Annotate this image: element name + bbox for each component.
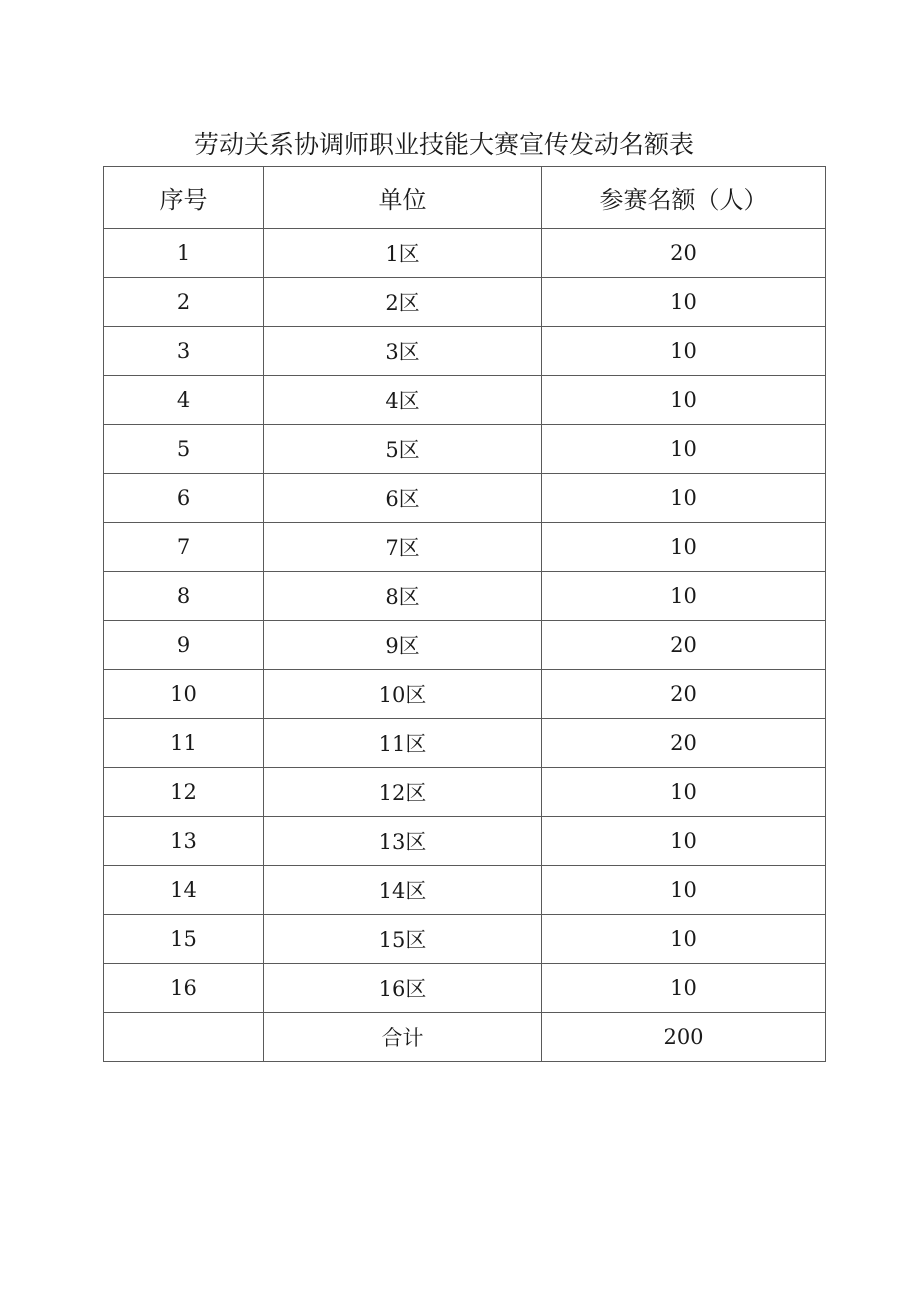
cell-index: 6 [104, 474, 264, 523]
table-row [104, 474, 826, 523]
total-label: 合计 [264, 1013, 542, 1062]
cell-quota: 20 [542, 621, 826, 670]
table-row [104, 327, 826, 376]
cell-quota: 10 [542, 474, 826, 523]
table-row [104, 719, 826, 768]
cell-unit: 6区 [264, 474, 542, 523]
table-row [104, 621, 826, 670]
cell-unit: 7区 [264, 523, 542, 572]
cell-unit: 11区 [264, 719, 542, 768]
cell-quota: 20 [542, 670, 826, 719]
document-title: 劳动关系协调师职业技能大赛宣传发动名额表 [193, 130, 694, 159]
cell-unit: 12区 [264, 768, 542, 817]
cell-quota: 10 [542, 572, 826, 621]
cell-unit: 4区 [264, 376, 542, 425]
cell-index: 12 [104, 768, 264, 817]
cell-index: 5 [104, 425, 264, 474]
cell-quota: 10 [542, 376, 826, 425]
cell-quota: 10 [542, 866, 826, 915]
cell-index: 16 [104, 964, 264, 1013]
header-quota: 参赛名额（人） [542, 167, 826, 229]
cell-index: 13 [104, 817, 264, 866]
cell-quota: 10 [542, 915, 826, 964]
cell-unit: 9区 [264, 621, 542, 670]
total-value: 200 [542, 1013, 826, 1062]
total-index [104, 1013, 264, 1062]
cell-index: 11 [104, 719, 264, 768]
table-row [104, 572, 826, 621]
cell-unit: 10区 [264, 670, 542, 719]
cell-unit: 14区 [264, 866, 542, 915]
cell-quota: 10 [542, 964, 826, 1013]
cell-unit: 1区 [264, 229, 542, 278]
table-row [104, 425, 826, 474]
cell-index: 15 [104, 915, 264, 964]
cell-index: 9 [104, 621, 264, 670]
table-row [104, 376, 826, 425]
cell-index: 7 [104, 523, 264, 572]
cell-unit: 15区 [264, 915, 542, 964]
table-total-row [104, 1013, 826, 1062]
cell-unit: 13区 [264, 817, 542, 866]
cell-index: 4 [104, 376, 264, 425]
quota-table [103, 166, 826, 1062]
cell-unit: 3区 [264, 327, 542, 376]
cell-unit: 16区 [264, 964, 542, 1013]
cell-index: 8 [104, 572, 264, 621]
table-row [104, 866, 826, 915]
header-index: 序号 [104, 167, 264, 229]
cell-index: 14 [104, 866, 264, 915]
table-row [104, 964, 826, 1013]
cell-unit: 8区 [264, 572, 542, 621]
table-row [104, 278, 826, 327]
cell-index: 10 [104, 670, 264, 719]
cell-quota: 20 [542, 229, 826, 278]
cell-quota: 10 [542, 425, 826, 474]
table-row [104, 768, 826, 817]
cell-quota: 20 [542, 719, 826, 768]
table-row [104, 817, 826, 866]
cell-quota: 10 [542, 278, 826, 327]
header-unit: 单位 [264, 167, 542, 229]
cell-index: 1 [104, 229, 264, 278]
cell-index: 3 [104, 327, 264, 376]
cell-unit: 5区 [264, 425, 542, 474]
table-row [104, 915, 826, 964]
cell-quota: 10 [542, 768, 826, 817]
cell-unit: 2区 [264, 278, 542, 327]
table-row [104, 523, 826, 572]
table-row [104, 670, 826, 719]
table-header-row [104, 167, 826, 229]
table-body [104, 229, 826, 1062]
cell-quota: 10 [542, 817, 826, 866]
table-row [104, 229, 826, 278]
cell-index: 2 [104, 278, 264, 327]
cell-quota: 10 [542, 327, 826, 376]
cell-quota: 10 [542, 523, 826, 572]
